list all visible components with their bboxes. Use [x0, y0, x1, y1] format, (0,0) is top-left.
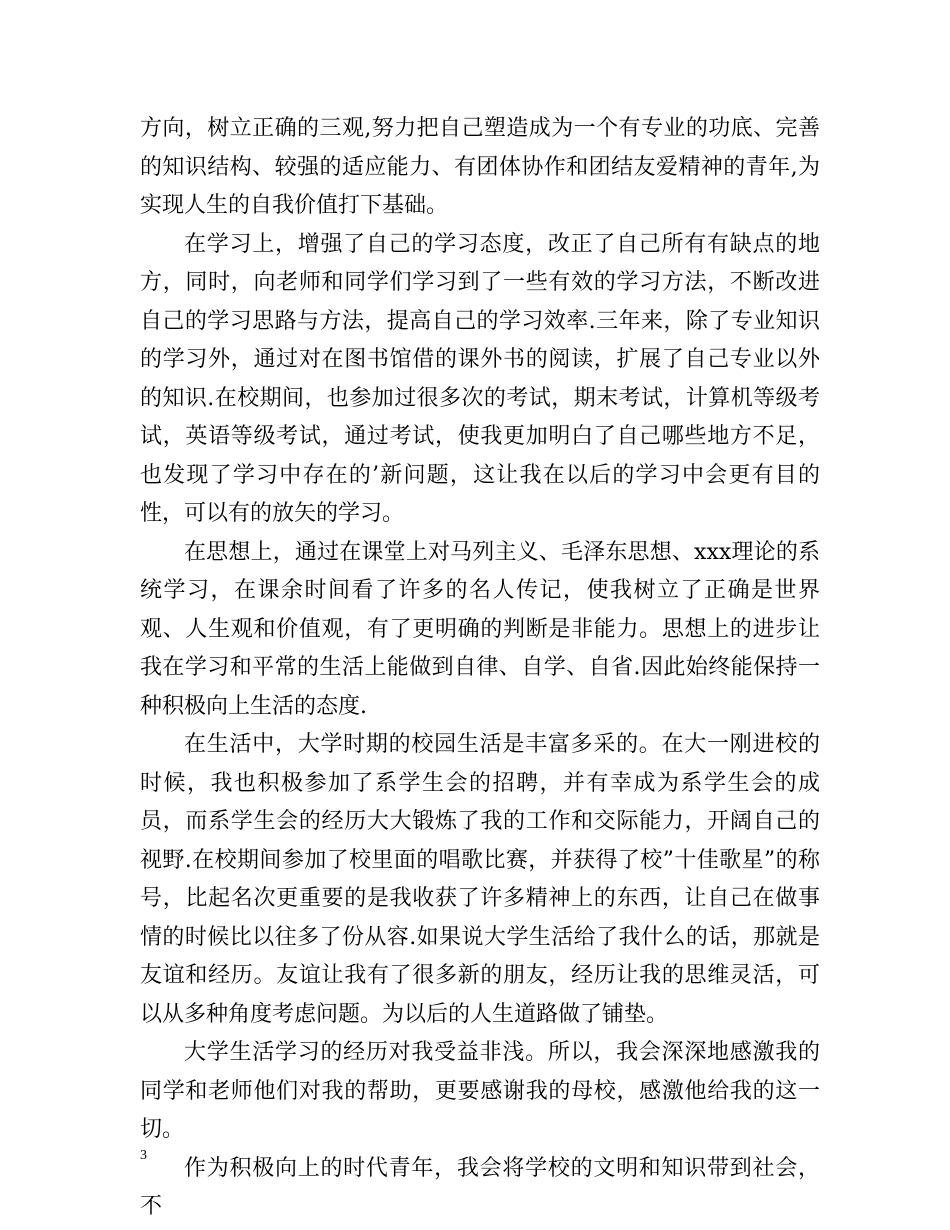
paragraph-6: 作为积极向上的时代青年，我会将学校的文明和知识带到社会，不: [140, 1155, 820, 1219]
paragraph-5: 大学生活学习的经历对我受益非浅。所以，我会深深地感激我的同学和老师他们对我的帮助，更要感谢我的母校，感激他给我的这一切。: [140, 1040, 820, 1142]
body-text: [140, 110, 820, 1227]
paragraph-3: 在思想上，通过在课堂上对马列主义、毛泽东思想、xxx理论的系统学习，在课余时间看了许多的名人传记，使我树立了正确是世界观、人生观和价值观，有了更明确的判断是非能力。思想上的进步让我在学习和平常的生活上能做到自律、自学、自省.因此始终能保持一种积极向上生活的态度.: [140, 539, 820, 719]
paragraph-1: 方向，树立正确的三观,努力把自己塑造成为一个有专业的功底、完善的知识结构、较强的适应能力、有团体协作和团结友爱精神的青年,为实现人生的自我价值打下基础。: [140, 116, 820, 218]
paragraph-2: 在学习上，增强了自己的学习态度，改正了自己所有有缺点的地方，同时，向老师和同学们学习到了一些有效的学习方法，不断改进自己的学习思路与方法，提高自己的学习效率.三年来，除了专业知识的学习外，通过对在图书馆借的课外书的阅读，扩展了自己专业以外的知识.在校期间，也参加过很多次的考试，期末考试，计算机等级考试，英语等级考试，通过考试，使我更加明白了自己哪些地方不足，也发现了学习中存在的’新问题，这让我在以后的学习中会更有目的性，可以有的放矢的学习。: [140, 231, 820, 526]
paragraph-4: 在生活中，大学时期的校园生活是丰富多采的。在大一刚进校的时候，我也积极参加了系学生会的招聘，并有幸成为系学生会的成员，而系学生会的经历大大锻炼了我的工作和交际能力，开阔自己的视野.在校期间参加了校里面的唱歌比赛，并获得了校”十佳歌星”的称号，比起名次更重要的是我收获了许多精神上的东西，让自己在做事情的时候比以往多了份从容.如果说大学生活给了我什么的话，那就是友谊和经历。友谊让我有了很多新的朋友，经历让我的思维灵活，可以从多种角度考虑问题。为以后的人生道路做了铺垫。: [140, 732, 820, 1027]
page-number: 3: [140, 1148, 147, 1163]
